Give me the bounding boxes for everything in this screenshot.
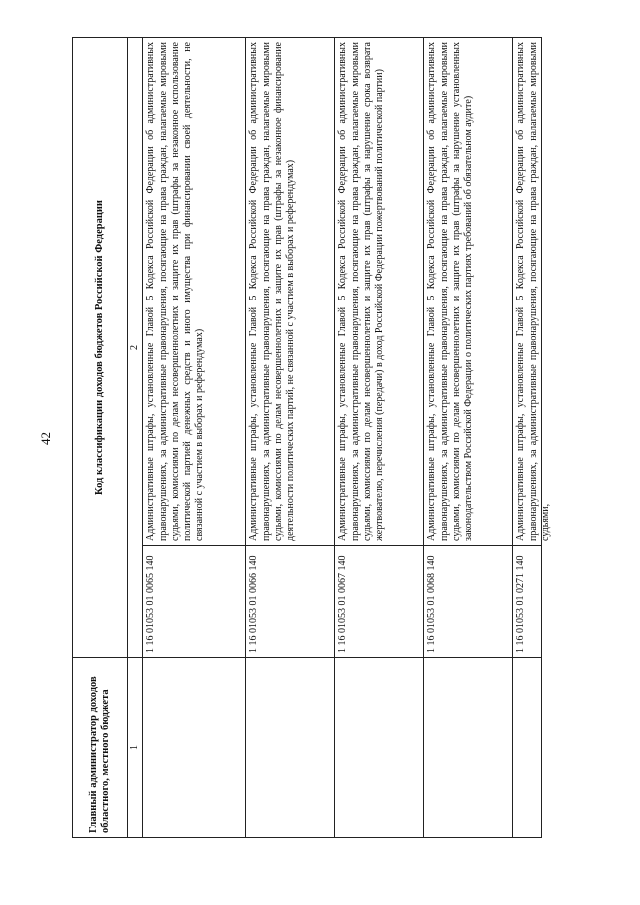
- administrator-cell: [143, 658, 246, 838]
- administrator-cell: [335, 658, 424, 838]
- column-number-row: [128, 38, 143, 838]
- column-number: 1: [128, 658, 143, 838]
- table-row: [143, 38, 246, 838]
- table-row: [424, 38, 513, 838]
- description-cell: Административные штрафы, установленные Главой 5 Кодекса Российской Федерации об административных правонарушениях, за административные правонарушения, посягающие на права граждан, налагаемые мировыми судьями, комиссиями по делам несовершеннолетних и защите их прав (штрафы за незаконное использование политической партией денежных средств и иного имущества при финансировании своей деятельности, не связанной с участием в выборах и референдумах): [143, 38, 246, 546]
- code-cell: 1 16 01053 01 0068 140: [424, 546, 513, 658]
- code-cell: 1 16 01053 01 0271 140: [513, 546, 542, 658]
- administrator-cell: [424, 658, 513, 838]
- description-cell: Административные штрафы, установленные Главой 5 Кодекса Российской Федерации об административных правонарушениях, за административные правонарушения, посягающие на права граждан, налагаемые мировыми судьями, комиссиями по делам несовершеннолетних и защите их прав (штрафы за незаконное финансирование деятельности политических партий, не связанной с участием в выборах и референдумах): [246, 38, 335, 546]
- description-cell: Административные штрафы, установленные Главой 5 Кодекса Российской Федерации об административных правонарушениях, за административные правонарушения, посягающие на права граждан, налагаемые мировыми судьями, комиссиями по делам несовершеннолетних и защите их прав (штрафы за нарушение установленных законодательством Российской Федерации о политических партиях требований об обязательном аудите): [424, 38, 513, 546]
- description-cell: [513, 38, 551, 546]
- table-row: [513, 38, 542, 838]
- table-row: [246, 38, 335, 838]
- rotated-table-wrapper: [72, 38, 602, 838]
- code-cell: 1 16 01053 01 0066 140: [246, 546, 335, 658]
- table-row: [335, 38, 424, 838]
- header-classification-code: Код классификации доходов бюджетов Российской Федерации: [73, 38, 128, 658]
- administrator-cell: [246, 658, 335, 838]
- revenue-classification-table: [72, 37, 551, 838]
- code-cell: 1 16 01053 01 0065 140: [143, 546, 246, 658]
- header-administrator: Главный администратор доходов областного, местного бюджета: [73, 658, 128, 838]
- column-number: 2: [128, 38, 143, 658]
- description-cell: Административные штрафы, установленные Главой 5 Кодекса Российской Федерации об административных правонарушениях, за административные правонарушения, посягающие на права граждан, налагаемые мировыми судьями, комиссиями по делам несовершеннолетних и защите их прав (штрафы за нарушение срока возврата жертвователю, перечисления (передачи) в доход Российской Федерации пожертвований политической партии): [335, 38, 424, 546]
- table-header-row: [73, 38, 128, 838]
- page-number: 42: [38, 432, 53, 445]
- description-text: Административные штрафы, установленные Главой 5 Кодекса Российской Федерации об административных правонарушениях, за административные правонарушения, посягающие на права граждан, налагаемые мировыми судьями,: [515, 42, 551, 541]
- code-cell: 1 16 01053 01 0067 140: [335, 546, 424, 658]
- administrator-cell: [513, 658, 542, 838]
